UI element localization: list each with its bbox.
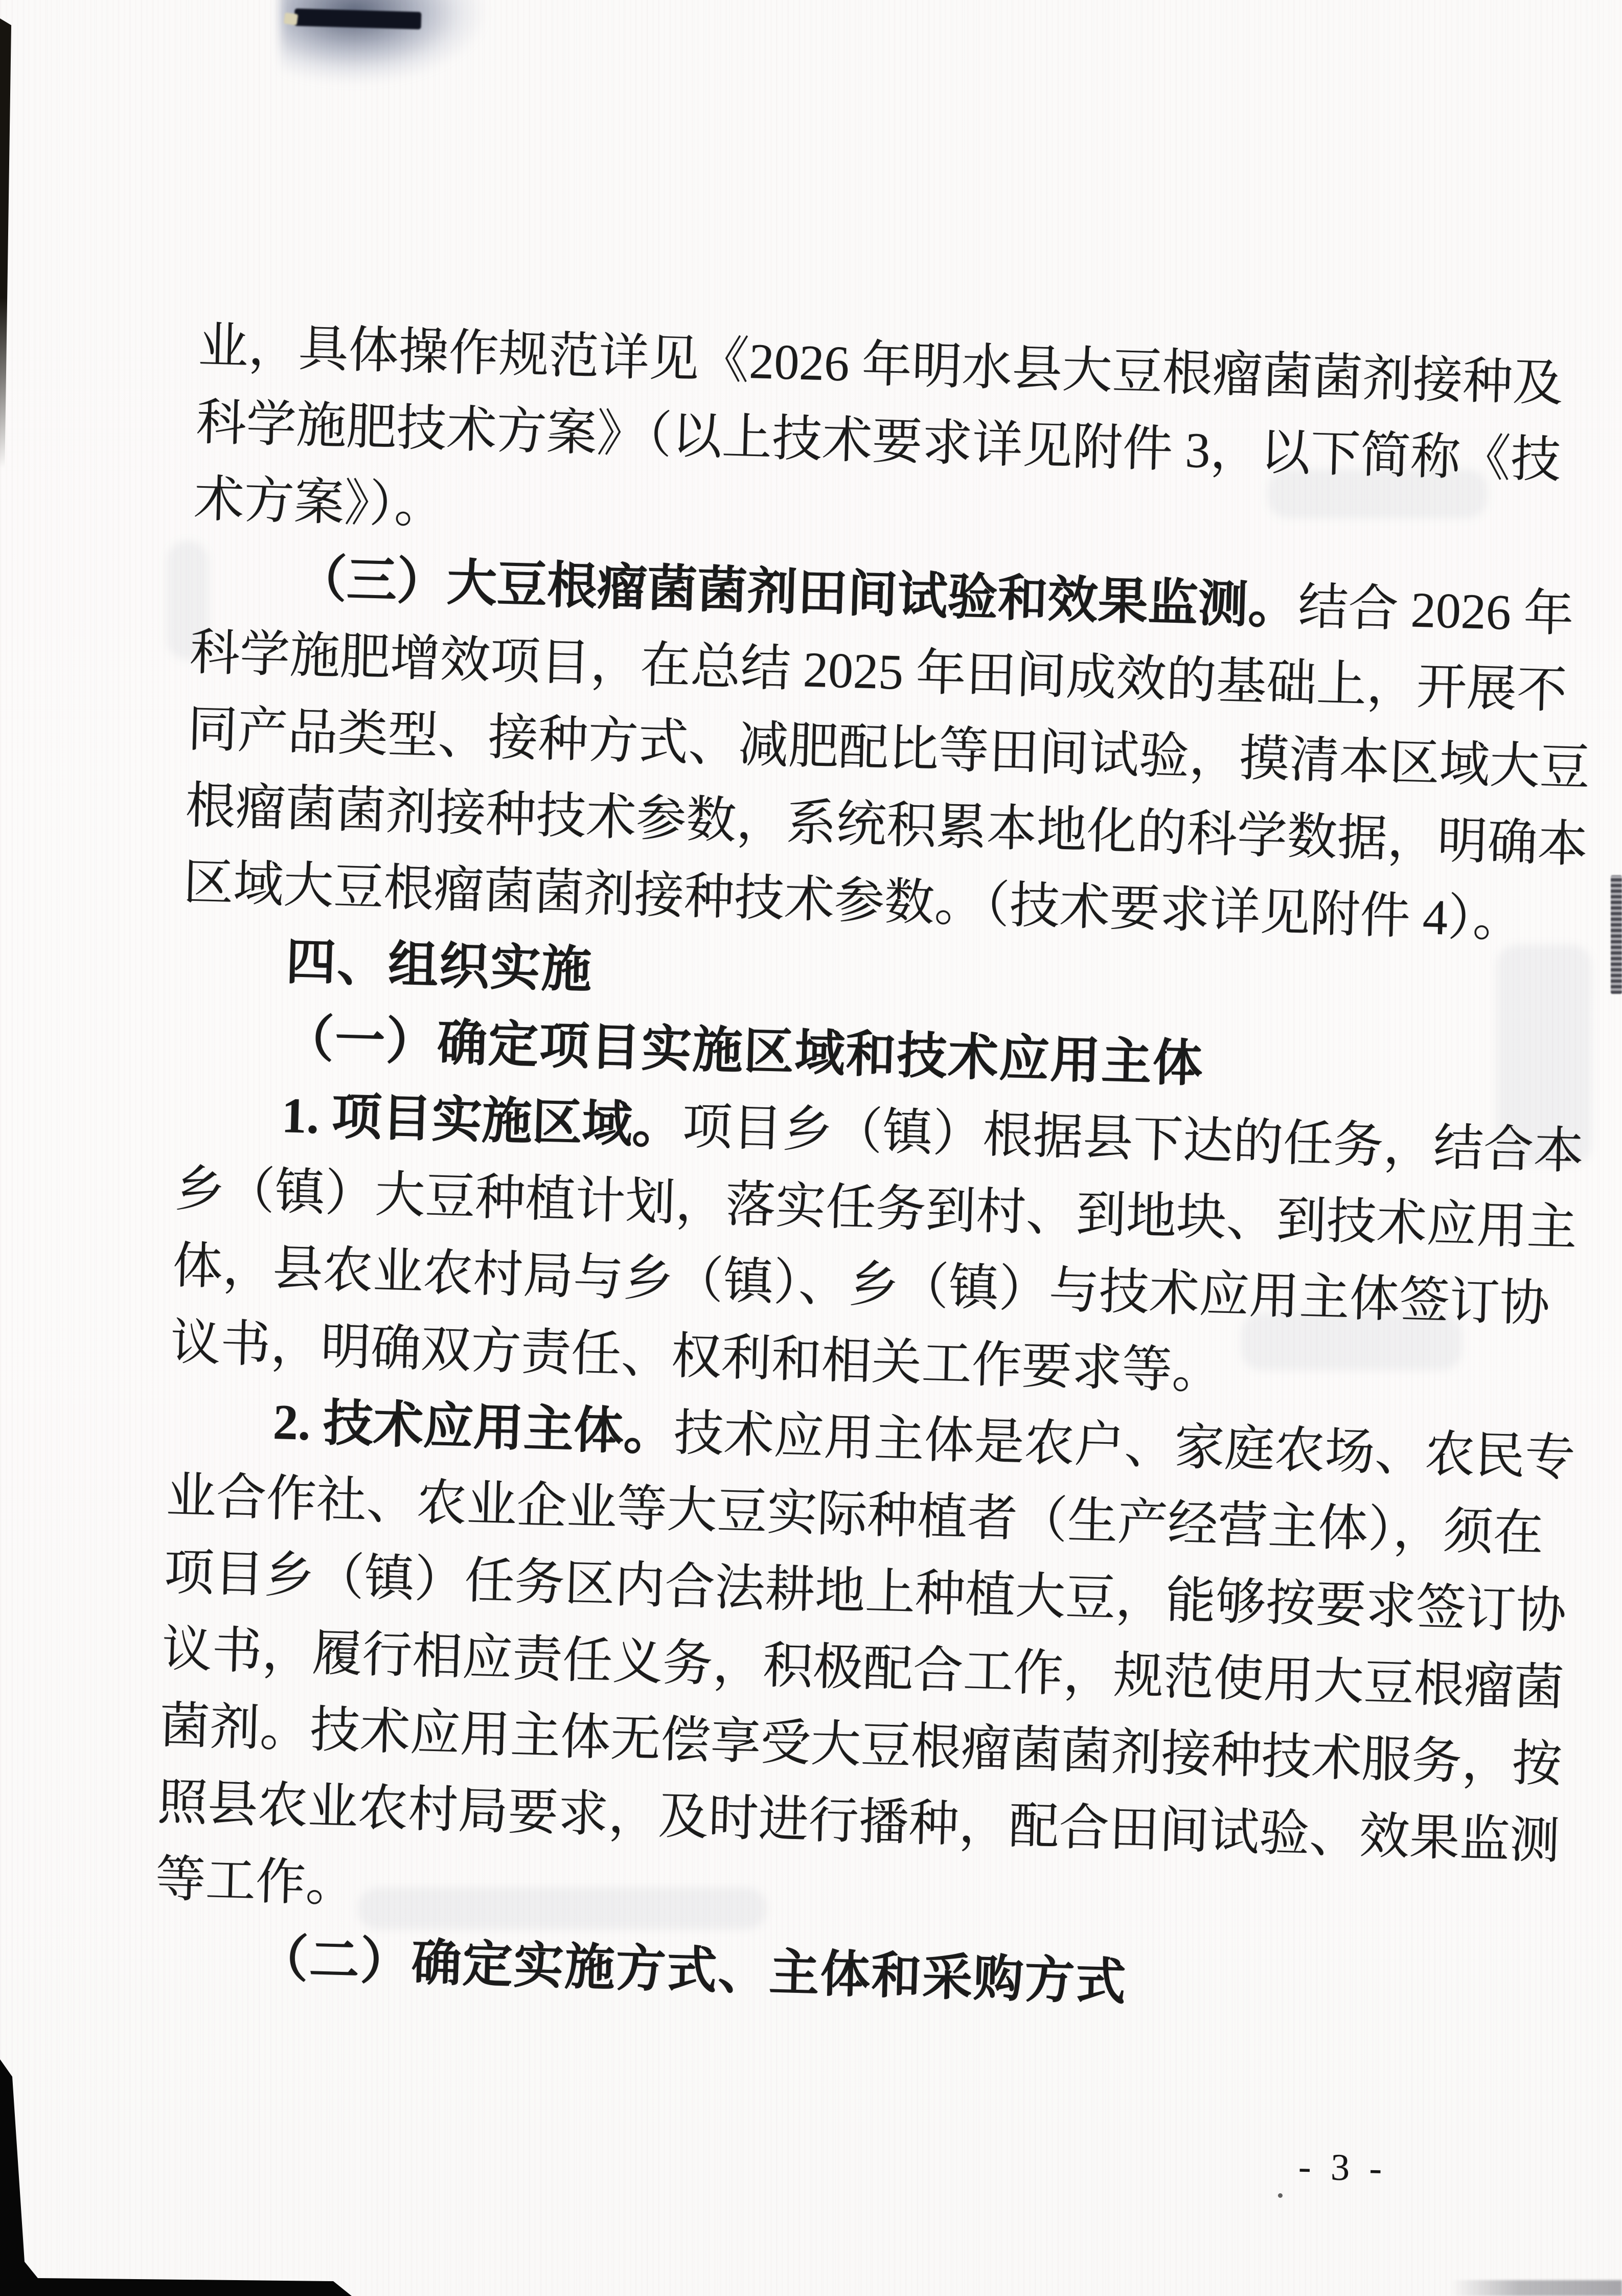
- page-number: - 3 -: [1298, 2146, 1388, 2190]
- ink-speck: [1278, 2193, 1283, 2198]
- text-run: 体，县农业农村局与乡（镇）、乡（镇）与技术应用主体签订协: [172, 1238, 1551, 1332]
- item-1-label: 1. 项目实施区域。: [281, 1088, 683, 1154]
- text-run: 技术应用主体是农户、家庭农场、农民专: [673, 1405, 1576, 1486]
- subheading-three: （三）大豆根瘤菌菌剂田间试验和效果监测。: [295, 551, 1299, 635]
- text-run: 等工作。: [154, 1851, 357, 1913]
- text-run: 项目乡（镇）根据县下达的任务，结合本: [681, 1099, 1585, 1180]
- scan-corner-bottom-left: [0, 2055, 358, 2296]
- scan-edge-right: [1611, 875, 1622, 994]
- text-run: 议书，履行相应责任义务，积极配合工作，规范使用大豆根瘤菌: [161, 1621, 1565, 1716]
- text-run: 区域大豆根瘤菌菌剂接种技术参数。（技术要求详见附件 4）。: [182, 855, 1524, 948]
- scan-edge-left: [0, 18, 11, 468]
- heading-text: 四、组织实施: [285, 935, 593, 998]
- text-run: 业合作社、农业企业等大豆实际种植者（生产经营主体），须在: [165, 1468, 1544, 1562]
- text-run: 术方案》）。: [193, 471, 445, 534]
- text-run: 科学施肥增效项目，在总结 2025 年田间成效的基础上，开展不: [189, 625, 1568, 719]
- text-run: 照县农业农村局要求，及时进行播种，配合田间试验、效果监测: [156, 1775, 1561, 1870]
- text-run: 议书，明确双方责任、权利和相关工作要求等。: [169, 1315, 1223, 1400]
- item-2-label: 2. 技术应用主体。: [272, 1394, 675, 1461]
- text-run: 业，具体操作规范详见《2026 年明水县大豆根瘤菌菌剂接种及: [197, 318, 1564, 412]
- scan-smudge-tip: [284, 12, 299, 25]
- text-run: 菌剂。技术应用主体无偿享受大豆根瘤菌菌剂接种技术服务，按: [159, 1698, 1563, 1793]
- text-run: 项目乡（镇）任务区内合法耕地上种植大豆，能够按要求签订协: [163, 1545, 1567, 1640]
- text-run: 同产品类型、接种方式、减肥配比等田间试验，摸清本区域大豆: [187, 701, 1591, 797]
- text-run: 科学施肥技术方案》（以上技术要求详见附件 3，以下简称《技: [195, 395, 1562, 489]
- scan-smudge-bottom-right: [1451, 2280, 1622, 2296]
- scan-smudge-bar: [294, 9, 422, 30]
- document-text-block: [152, 308, 1591, 2029]
- text-run: 根瘤菌菌剂接种技术参数，系统积累本地化的科学数据，明确本: [185, 778, 1589, 873]
- heading-text: （一）确定项目实施区域和技术应用主体: [283, 1011, 1204, 1093]
- heading-text: （二）确定实施方式、主体和采购方式: [257, 1931, 1128, 2011]
- text-run: 结合 2026 年: [1297, 579, 1574, 643]
- text-run: 乡（镇）大豆种植计划，落实任务到村、到地块、到技术应用主: [174, 1162, 1578, 1256]
